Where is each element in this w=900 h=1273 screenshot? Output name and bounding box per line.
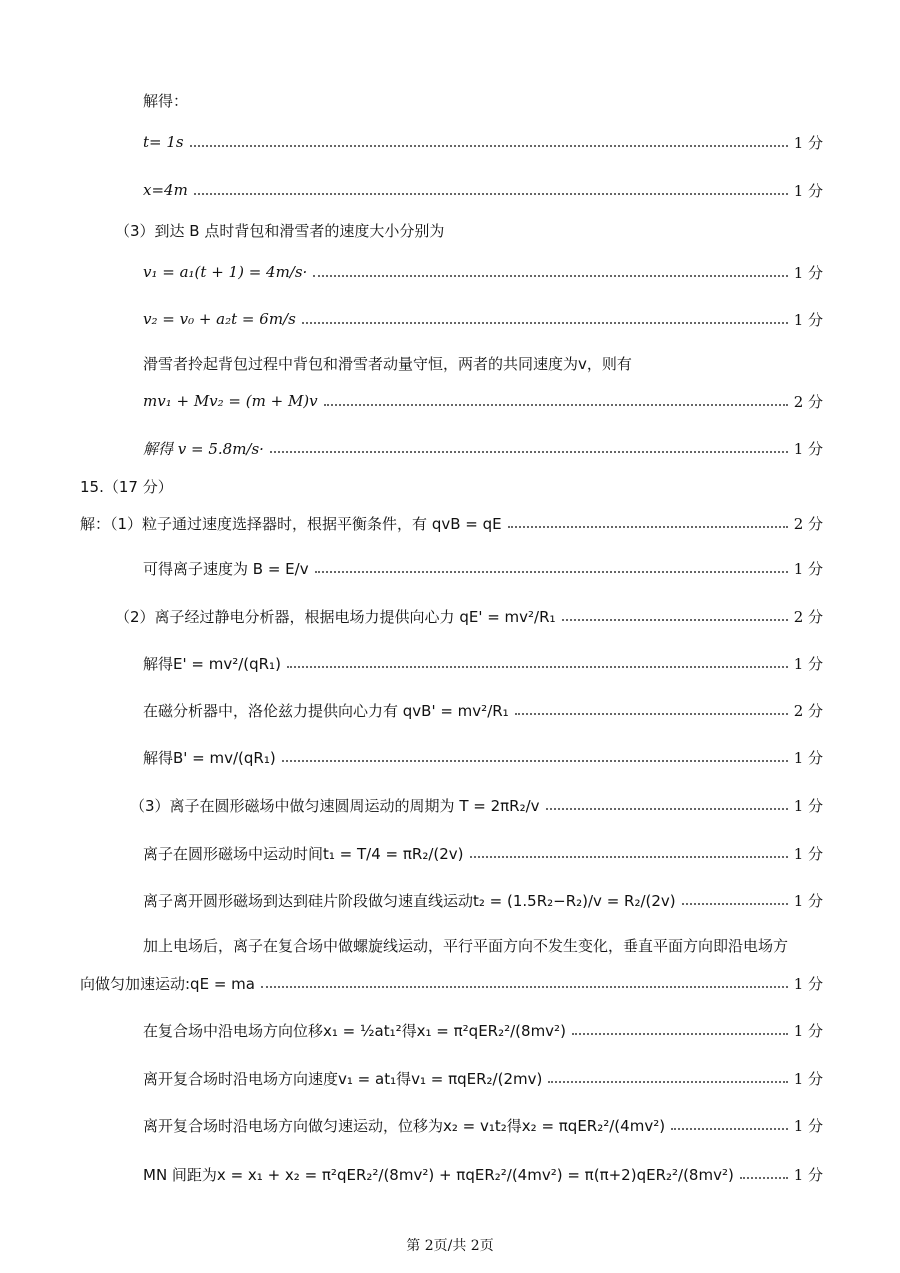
answer-line-21 xyxy=(80,963,823,1003)
score: 1 分 xyxy=(793,263,823,282)
line-text: mv₁ + Mv₂ = (m + M)v xyxy=(143,392,318,410)
score: 1 分 xyxy=(793,133,823,152)
line-text: t= 1s xyxy=(143,133,184,151)
answer-line-23 xyxy=(143,1058,823,1098)
line-text: （3）离子在圆形磁场中做匀速圆周运动的周期为 T = 2πR₂/v xyxy=(130,796,540,815)
dotted-leader xyxy=(682,903,788,905)
dotted-leader xyxy=(270,451,788,453)
question-heading xyxy=(80,466,823,506)
line-text: 离开复合场时沿电场方向速度v₁ = at₁得v₁ = πqER₂/(2mv) xyxy=(143,1069,543,1088)
dotted-leader xyxy=(470,856,788,858)
answer-line-11 xyxy=(80,503,823,543)
score: 1 分 xyxy=(793,559,823,578)
line-text: 在复合场中沿电场方向位移x₁ = ½at₁²得x₁ = π²qER₂²/(8mv²) xyxy=(143,1021,566,1040)
line-text: 解：（1）粒子通过速度选择器时，根据平衡条件，有 qvB = qE xyxy=(80,514,502,533)
line-text: MN 间距为x = x₁ + x₂ = π²qER₂²/(8mv²) + πqER₂²/(4mv²) = π(π+2)qER₂²/(8mv²) xyxy=(143,1165,734,1184)
line-text: 15.（17 分） xyxy=(80,477,173,496)
line-text: （3）到达 B 点时背包和滑雪者的速度大小分别为 xyxy=(115,221,445,240)
answer-line-4 xyxy=(115,210,823,250)
line-text: 解得B' = mv/(qR₁) xyxy=(143,748,276,767)
score: 2 分 xyxy=(793,514,823,533)
line-text: 向做匀加速运动:qE = ma xyxy=(80,974,255,993)
dotted-leader xyxy=(671,1128,788,1130)
line-text: 离子在圆形磁场中运动时间t₁ = T/4 = πR₂/(2v) xyxy=(143,844,464,863)
answer-line-6 xyxy=(143,299,823,339)
dotted-leader xyxy=(546,808,788,810)
score: 1 分 xyxy=(793,310,823,329)
score: 2 分 xyxy=(793,607,823,626)
score: 1 分 xyxy=(793,1165,823,1184)
line-text: 在磁分析器中，洛伦兹力提供向心力有 qvB' = mv²/R₁ xyxy=(143,701,509,720)
answer-line-22 xyxy=(143,1010,823,1050)
answer-line-16 xyxy=(143,737,823,777)
line-text: 加上电场后，离子在复合场中做螺旋线运动，平行平面方向不发生变化，垂直平面方向即沿电场方 xyxy=(143,936,789,955)
line-text: v₂ = v₀ + a₂t = 6m/s xyxy=(143,310,296,328)
score: 1 分 xyxy=(793,1021,823,1040)
dotted-leader xyxy=(740,1177,788,1179)
answer-line-9 xyxy=(143,428,823,468)
score: 2 分 xyxy=(793,392,823,411)
page-footer: 第 2页/共 2页 xyxy=(406,1238,494,1254)
answer-line-17 xyxy=(130,785,823,825)
dotted-leader xyxy=(261,986,788,988)
answer-line-1 xyxy=(143,80,823,120)
answer-line-2 xyxy=(143,122,823,162)
dotted-leader xyxy=(302,322,788,324)
line-text: 可得离子速度为 B = E/v xyxy=(143,559,309,578)
answer-line-13 xyxy=(115,596,823,636)
dotted-leader xyxy=(572,1033,788,1035)
answer-line-7 xyxy=(143,343,823,383)
score: 1 分 xyxy=(793,891,823,910)
line-text: 解得 v = 5.8m/s· xyxy=(143,439,264,458)
answer-line-18 xyxy=(143,833,823,873)
score: 1 分 xyxy=(793,181,823,200)
dotted-leader xyxy=(515,713,788,715)
answer-line-14 xyxy=(143,643,823,683)
score: 1 分 xyxy=(793,1116,823,1135)
score: 1 分 xyxy=(793,1069,823,1088)
line-text: 解得E' = mv²/(qR₁) xyxy=(143,654,281,673)
answer-line-24 xyxy=(143,1105,823,1145)
line-text: （2）离子经过静电分析器，根据电场力提供向心力 qE' = mv²/R₁ xyxy=(115,607,556,626)
answer-line-25 xyxy=(143,1154,823,1194)
answer-line-8 xyxy=(143,381,823,421)
dotted-leader xyxy=(562,619,788,621)
answer-line-3 xyxy=(143,170,823,210)
dotted-leader xyxy=(190,145,788,147)
score: 1 分 xyxy=(793,844,823,863)
dotted-leader xyxy=(315,571,788,573)
line-text: 解得： xyxy=(143,91,189,110)
score: 1 分 xyxy=(793,439,823,458)
score: 1 分 xyxy=(793,796,823,815)
dotted-leader xyxy=(287,666,788,668)
dotted-leader xyxy=(508,526,788,528)
dotted-leader xyxy=(313,275,787,277)
answer-line-15 xyxy=(143,690,823,730)
line-text: 离子离开圆形磁场到达到硅片阶段做匀速直线运动t₂ = (1.5R₂−R₂)/v = R₂/(2v) xyxy=(143,891,676,910)
score: 1 分 xyxy=(793,974,823,993)
answer-line-20 xyxy=(143,925,823,965)
score: 1 分 xyxy=(793,654,823,673)
score: 2 分 xyxy=(793,701,823,720)
answer-line-19 xyxy=(143,880,823,920)
dotted-leader xyxy=(282,760,788,762)
dotted-leader xyxy=(548,1081,787,1083)
line-text: v₁ = a₁(t + 1) = 4m/s· xyxy=(143,263,308,281)
score: 1 分 xyxy=(793,748,823,767)
dotted-leader xyxy=(324,404,788,406)
line-text: x=4m xyxy=(143,181,188,199)
answer-line-5 xyxy=(143,252,823,292)
answer-line-12 xyxy=(143,548,823,588)
dotted-leader xyxy=(194,193,788,195)
line-text: 滑雪者拎起背包过程中背包和滑雪者动量守恒，两者的共同速度为v，则有 xyxy=(143,354,632,373)
line-text: 离开复合场时沿电场方向做匀速运动，位移为x₂ = v₁t₂得x₂ = πqER₂²/(4mv²) xyxy=(143,1116,666,1135)
